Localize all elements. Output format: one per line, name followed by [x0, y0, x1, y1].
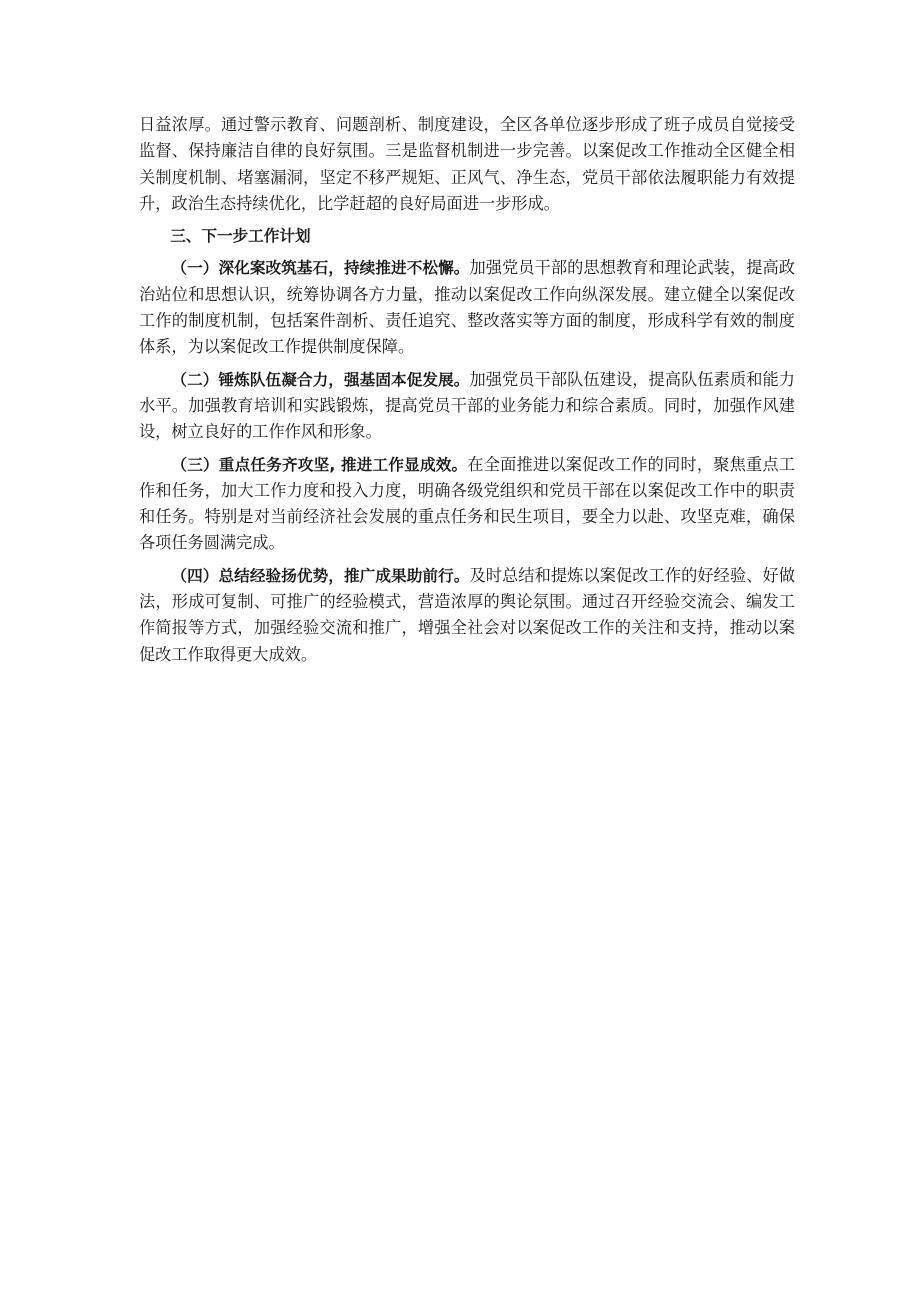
plan-item-3-lead: （三）重点任务齐攻坚, 推进工作显成效。	[171, 455, 468, 474]
plan-item-4-body: 及时总结和提炼以案促改工作的好经验、好做法，形成可复制、可推广的经验模式，营造浓厚的舆论氛围。通过召开经验交流会、编发工作简报等方式，加强经验交流和推广，增强全社会对以案促改工作的关注和支持，推动以案促改工作取得更大成效。	[139, 565, 795, 664]
plan-item-1	[139, 255, 795, 360]
plan-item-2-lead: （二）锤炼队伍凝合力，强基固本促发展。	[171, 370, 470, 389]
plan-item-4-lead: （四）总结经验扬优势，推广成果助前行。	[171, 566, 470, 585]
document-page	[139, 112, 795, 674]
plan-item-3-body: 在全面推进以案促改工作的同时，聚焦重点工作和任务，加大工作力度和投入力度，明确各级党组织和党员干部在以案促改工作中的职责和任务。特别是对当前经济社会发展的重点任务和民生项目，要全力以赴、攻坚克难，确保各项任务圆满完成。	[139, 454, 795, 553]
plan-item-2	[139, 367, 795, 446]
intro-paragraph: 日益浓厚。通过警示教育、问题剖析、制度建设，全区各单位逐步形成了班子成员自觉接受监督、保持廉洁自律的良好氛围。三是监督机制进一步完善。以案促改工作推动全区健全相关制度机制、堵塞漏洞，坚定不移严规矩、正风气、净生态，党员干部依法履职能力有效提升，政治生态持续优化，比学赶超的良好局面进一步形成。	[139, 115, 795, 213]
plan-item-1-body: 加强党员干部的思想教育和理论武装，提高政治站位和思想认识，统筹协调各方力量，推动以案促改工作向纵深发展。建立健全以案促改工作的制度机制，包括案件剖析、责任追究、整改落实等方面的制度，形成科学有效的制度体系，为以案促改工作提供制度保障。	[139, 258, 795, 357]
section-heading: 三、下一步工作计划	[170, 227, 311, 246]
plan-item-1-lead: （一）深化案改筑基石，持续推进不松懈。	[171, 259, 470, 278]
plan-item-2-body: 加强党员干部队伍建设，提高队伍素质和能力水平。加强教育培训和实践锻炼，提高党员干部的业务能力和综合素质。同时，加强作风建设，树立良好的工作作风和形象。	[139, 369, 795, 442]
plan-item-4	[139, 563, 795, 668]
plan-item-3	[139, 452, 795, 557]
